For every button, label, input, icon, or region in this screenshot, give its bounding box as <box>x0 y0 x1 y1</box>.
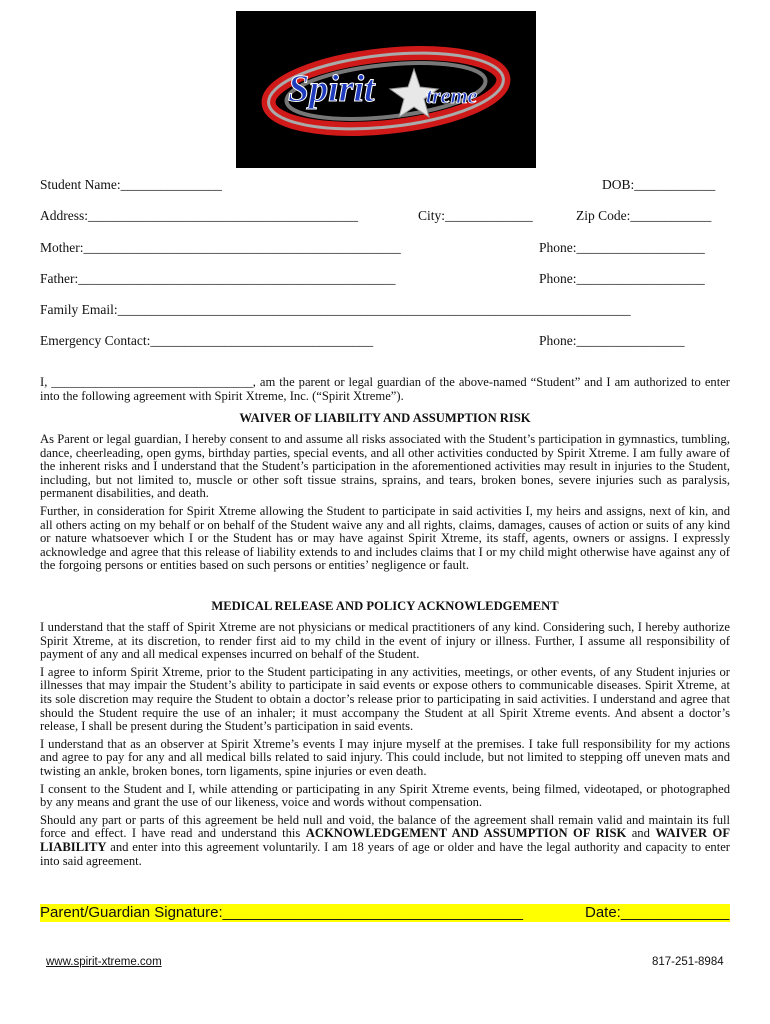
signature-bar <box>40 904 730 922</box>
dob-field[interactable]: DOB:____________ <box>602 177 716 192</box>
waiver-paragraph-2: Further, in consideration for Spirit Xtreme allowing the Student to participate in said activities I, my heirs and assigns, next of kin, and all others acting on my behalf or on behalf of the Student waive any and all rights, claims, damages, causes of action or suits of any kind or nature whatsoever which I or the Student has or may have against Spirit Xtreme, its staff, agents, owners or assigns. I expressly acknowledge and agree that this release of liability extends to and includes claims that I or my child might otherwise have against any of the forgoing persons or entities based on such persons or entities’ negligence or fault. <box>40 503 730 573</box>
logo-graphic <box>236 11 536 168</box>
emergency-contact-field[interactable]: Emergency Contact:_________________________________ <box>40 333 374 348</box>
city-field[interactable]: City:_____________ <box>418 208 533 223</box>
father-phone-field[interactable]: Phone:___________________ <box>539 271 705 286</box>
student-name-field[interactable]: Student Name:_______________ <box>40 177 222 192</box>
acknowledgement-bold-text: ACKNOWLEDGEMENT AND ASSUMPTION OF RISK <box>305 826 627 841</box>
medical-paragraph-4: I consent to the Student and I, while attending or participating in any Spirit Xtreme events, being filmed, videotaped, or photographed by any means and grant the use of our likeness, voice and words without compensation. <box>40 781 730 810</box>
medical-paragraph-5: Should any part or parts of this agreement be held null and void, the balance of the agreement shall remain valid and maintain its full force and effect. I have read and understand this ACKNOWLEDGEMENT AND ASSUMPTION OF RISK and WAIVER OF LIABILITY and enter into this agreement voluntarily. I am 18 years of age or older and have the legal authority and capacity to enter into said agreement. <box>40 812 731 868</box>
address-field[interactable]: Address:________________________________________ <box>40 208 358 223</box>
footer-phone: 817-251-8984 <box>652 956 724 968</box>
medical-heading: MEDICAL RELEASE AND POLICY ACKNOWLEDGEMENT <box>211 599 559 613</box>
waiver-section <box>40 433 730 577</box>
waiver-paragraph-1: As Parent or legal guardian, I hereby consent to and assume all risks associated with the Student’s participation in gymnastics, tumbling, dance, cheerleading, open gyms, birthday parties, special events, and all other activities conducted by Spirit Xtreme. I am fully aware of the inherent risks and I understand that the Student’s participation in the aforementioned activities may result in injuries to the Student, including, but not limited to, muscle or other soft tissue strains, sprains, and tears, broken bones, severe injuries such as paralysis, permanent disabilities, and death. <box>40 432 730 501</box>
parent-signature-field[interactable]: Parent/Guardian Signature:____________________________________ <box>40 904 523 921</box>
medical-paragraph-1: I understand that the staff of Spirit Xtreme are not physicians or medical practitioners of any kind. Considering such, I hereby authorize Spirit Xtreme, at its discretion, to render first aid to my child in the event of injury or illness. Further, I assume all responsibility of payment of any and all medical expenses incurred on behalf of the Student. <box>40 620 730 662</box>
waiver-heading: WAIVER OF LIABILITY AND ASSUMPTION RISK <box>239 411 531 425</box>
zip-code-field[interactable]: Zip Code:____________ <box>576 208 712 223</box>
mother-field[interactable]: Mother:_______________________________________________ <box>40 240 401 255</box>
waiver-bold-text: WAIVER OF LIABILITY <box>40 826 731 854</box>
svg-text:Spirit: Spirit <box>288 68 375 110</box>
website-link[interactable]: www.spirit-xtreme.com <box>46 956 162 968</box>
mother-phone-field[interactable]: Phone:___________________ <box>539 240 705 255</box>
medical-section <box>40 621 730 872</box>
family-email-field[interactable]: Family Email:____________________________________________________________________________ <box>40 302 631 317</box>
father-field[interactable]: Father:_______________________________________________ <box>40 271 396 286</box>
svg-text:treme: treme <box>426 83 478 108</box>
intro-paragraph: I, ________________________________, am the parent or legal guardian of the above-named “Student” and I am authorized to enter into the following agreement with Spirit Xtreme, Inc. (“Spirit Xtreme”). <box>40 375 730 403</box>
medical-paragraph-2: I agree to inform Spirit Xtreme, prior to the Student participating in any activities, meetings, or other events, of any Student injuries or illnesses that may impair the Student’s ability to participate in said events or expose others to communicable diseases. Spirit Xtreme, at its sole discretion may require the Student to obtain a doctor’s release prior to participating in said activities. I understand and agree that should the Student require the use of an inhaler; it must accompany the Student at all Spirit Xtreme events. And absent a doctor’s release, I shall be present during the Student’s participation in said events. <box>40 664 730 734</box>
medical-paragraph-3: I understand that as an observer at Spirit Xtreme’s events I may injure myself at the premises. I take full responsibility for my actions and agree to pay for any and all medical bills related to said injury. This could include, but not limited to stepping off uneven mats and twisting an ankle, broken bones, torn ligaments, spine injuries or even death. <box>40 736 730 778</box>
signature-date-field[interactable]: Date:_____________ <box>585 904 730 921</box>
spirit-xtreme-logo <box>236 11 536 168</box>
emergency-phone-field[interactable]: Phone:________________ <box>539 333 685 348</box>
